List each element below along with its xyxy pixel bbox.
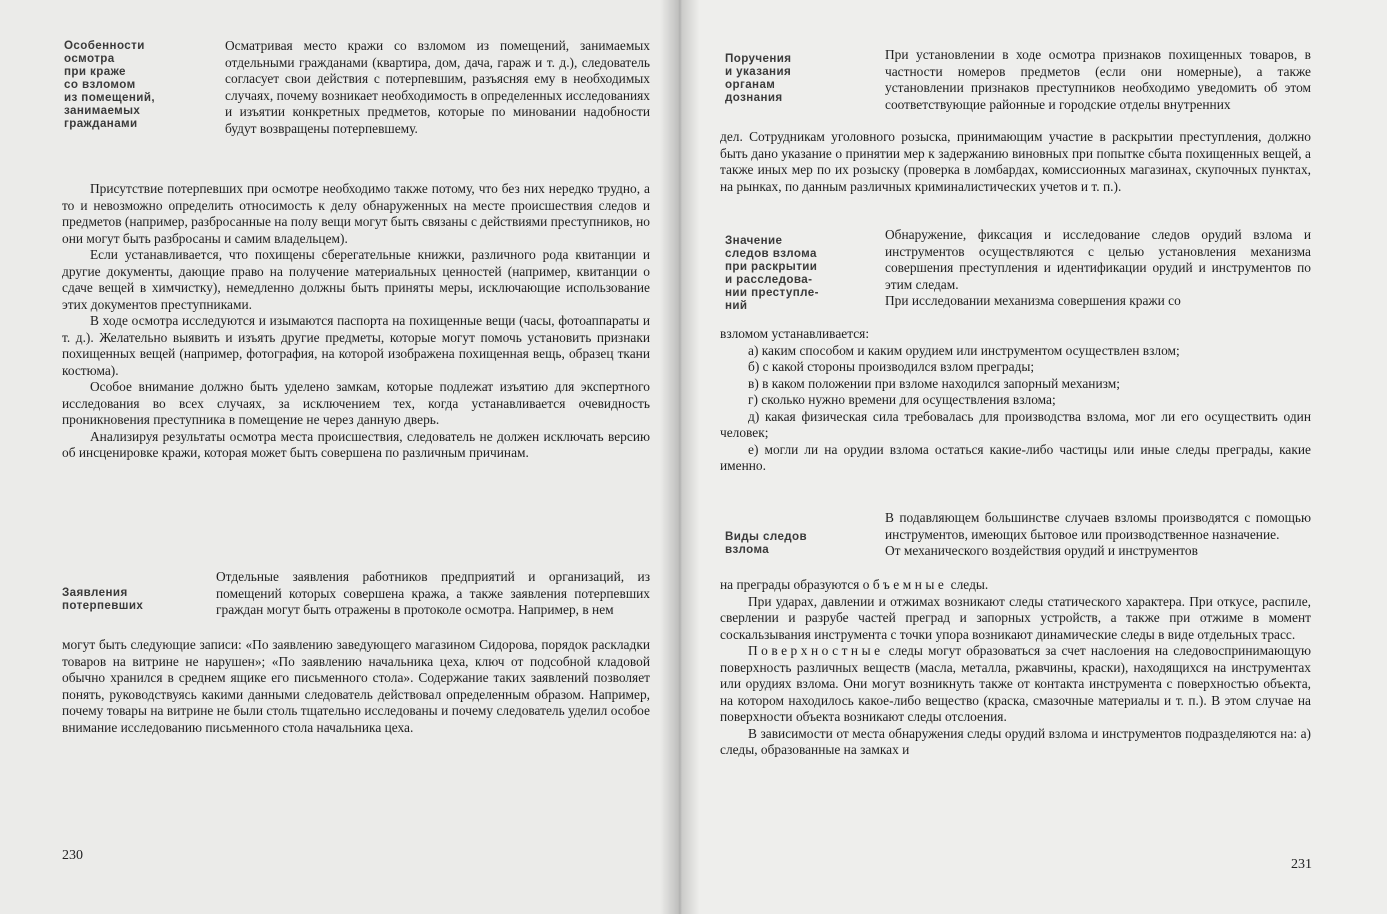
paragraph-block [885, 510, 1311, 560]
body-text [720, 129, 1311, 195]
book-gutter-shadow [660, 0, 700, 914]
paragraph: При установлении в ходе осмотра признаков похищенных товаров, в частности номеров предметов (если они номерные), а также установлении признаков преступников необходимо уведомить об этом соответствующие районные и городские отделы внутренних [885, 47, 1311, 112]
paragraph: взломом устанавливается: [720, 326, 870, 341]
list-item: б) с какой стороны производился взлом преграды; [748, 359, 1035, 374]
margin-heading-break-in-traces-value: Значение следов взлома при раскрытии и расследова- нии преступле- ний [725, 234, 819, 312]
body-text [62, 637, 650, 736]
paragraph: В ходе осмотра исследуются и изымаются паспорта на похищенные вещи (часы, фотоаппараты и т. д.). Желательно выявить и изъять другие предметы, которые могут помочь установить признаки похищенных вещей (например, фотография, на которой изображена похищенная вещь, образец ткани костюма). [62, 313, 650, 378]
paragraph: Если устанавливается, что похищены сберегательные книжки, различного рода квитанции и другие документы, дающие право на получение материальных ценностей (например, квитанции о сдаче вещей в химчистку), немедленно должны быть приняты меры, исключающие использование этих документов преступниками. [62, 247, 650, 312]
list-item: е) могли ли на орудии взлома остаться какие-либо частицы или иные следы преграды, какие именно. [720, 441, 1311, 473]
paragraph: Осматривая место кражи со взломом из помещений, занимаемых отдельными гражданами (квартира, дом, дача, гараж и т. д.), следователь согласует свои действия с потерпевшим, разъясняя ему в необходимых случаях, почему возникает необходимость в определенных исследованиях и изъятии конкретных предметов, которые по миновании надобности будут возвращены потерпевшему. [225, 38, 650, 136]
paragraph-block [885, 227, 1311, 310]
emphasized-term: объемные [862, 577, 948, 592]
list-item: в) в каком положении при взломе находился запорный механизм; [748, 375, 1120, 391]
body-text [720, 326, 1311, 475]
page-number: 231 [1291, 857, 1312, 872]
body-text [62, 181, 650, 462]
paragraph: В зависимости от места обнаружения следы орудий взлома и инструментов подразделяются на: а) следы, образованные на замках и [720, 725, 1311, 757]
paragraph-block [216, 569, 650, 619]
paragraph: При ударах, давлении и отжимах возникают следы статического характера. При откусе, распиле, сверлении и разрубе частей преград и запорных устройств, а также при отжиме в момент соскальзывания инструмента с точки упора возникают динамические следы в виде отдельных трасс. [720, 593, 1311, 642]
paragraph: дел. Сотрудникам уголовного розыска, принимающим участие в раскрытии преступления, должно быть дано указание о принятии мер к задержанию виновных при попытке сбыта похищенных вещей, а также иных мер по их розыску (проверка в ломбардах, комиссионных магазинах, скупочных пунктах, на рынках, по данным различных криминалистических учетов и т. п.). [720, 129, 1311, 194]
list-item: а) каким способом и каким орудием или инструментом осуществлен взлом; [748, 342, 1180, 358]
paragraph: От механического воздействия орудий и инструментов [885, 543, 1198, 558]
list-item: г) сколько нужно времени для осуществления взлома; [748, 392, 1056, 407]
margin-heading-instructions: Поручения и указания органам дознания [725, 52, 792, 104]
emphasized-term: Поверхностные [748, 643, 884, 658]
paragraph-block [885, 47, 1311, 113]
paragraph: Особое внимание должно быть уделено замкам, которые подлежат изъятию для экспертного исследования во всех случаях, за исключением тех, когда устанавливается очевидность проникновения преступника в помещение не через данную дверь. [62, 379, 650, 427]
margin-heading-trace-types: Виды следов взлома [725, 530, 808, 556]
right-page [680, 0, 1387, 914]
margin-heading-inspection-features: Особенности осмотра при краже со взломом из помещений, занимаемых гражданами [64, 39, 155, 130]
paragraph: В подавляющем большинстве случаев взломы производятся с помощью инструментов, имеющих бытовое или производственное назначение. [885, 510, 1311, 542]
text-run: следы. [947, 577, 989, 592]
paragraph [720, 577, 1311, 594]
paragraph: При исследовании механизма совершения кражи со [885, 293, 1181, 308]
text-run: следы могут образоваться за счет наслоения на следовоспринимающую поверхность различных веществ (масла, металла, ржавчины, краски), находящихся на инструментах или орудиях взлома. Они могут возникнуть также от контакта инструмента с поверхностью объекта, на котором находилось какое-либо вещество (краска, смазочные материалы и т. п.). В этом случае на поверхности объекта возникают следы отслоения. [720, 643, 1311, 724]
list-item: д) какая физическая сила требовалась для производства взлома, мог ли его осуществить один человек; [720, 408, 1311, 440]
margin-heading-victim-statements: Заявления потерпевших [62, 586, 144, 612]
paragraph: Анализируя результаты осмотра места происшествия, следователь не должен исключать версию об инсценировке кражи, которая может быть совершена по различным причинам. [62, 428, 650, 460]
paragraph: Присутствие потерпевших при осмотре необходимо также потому, что без них нередко трудно, а то и невозможно определить относимость к делу обнаруженных на месте происшествия следов и предметов (например, разбросанные на полу вещи могут быть связаны с действиями преступников, но они могут быть разбросаны и самим владельцем). [62, 181, 650, 246]
left-page [0, 0, 680, 914]
text-run: на преграды образуются [720, 577, 863, 592]
paragraph-block [225, 38, 650, 137]
paragraph: Отдельные заявления работников предприятий и организаций, из помещений которых совершена кража, а также заявления потерпевших граждан могут быть отражены в протоколе осмотра. Например, в нем [216, 569, 650, 617]
page-number: 230 [62, 848, 83, 863]
paragraph: Обнаружение, фиксация и исследование следов орудий взлома и инструментов осуществляются с целью установления механизма совершения преступления и идентификации орудий и инструментов по этим следам. [885, 227, 1311, 292]
body-text [720, 577, 1311, 759]
paragraph: могут быть следующие записи: «По заявлению заведующего магазином Сидорова, порядок раскладки товаров на витрине не нарушен»; «По заявлению начальника цеха, ключ от подсобной кладовой обычно хранился в среднем ящике его письменного стола». Содержание таких заявлений позволяет понять, руководствуясь какими данными следователь действовал определенным образом. Например, почему товары на витрине не были столь тщательно исследованы и почему следователь уделил особое внимание исследованию письменного стола начальника цеха. [62, 637, 650, 735]
paragraph [720, 643, 1311, 726]
